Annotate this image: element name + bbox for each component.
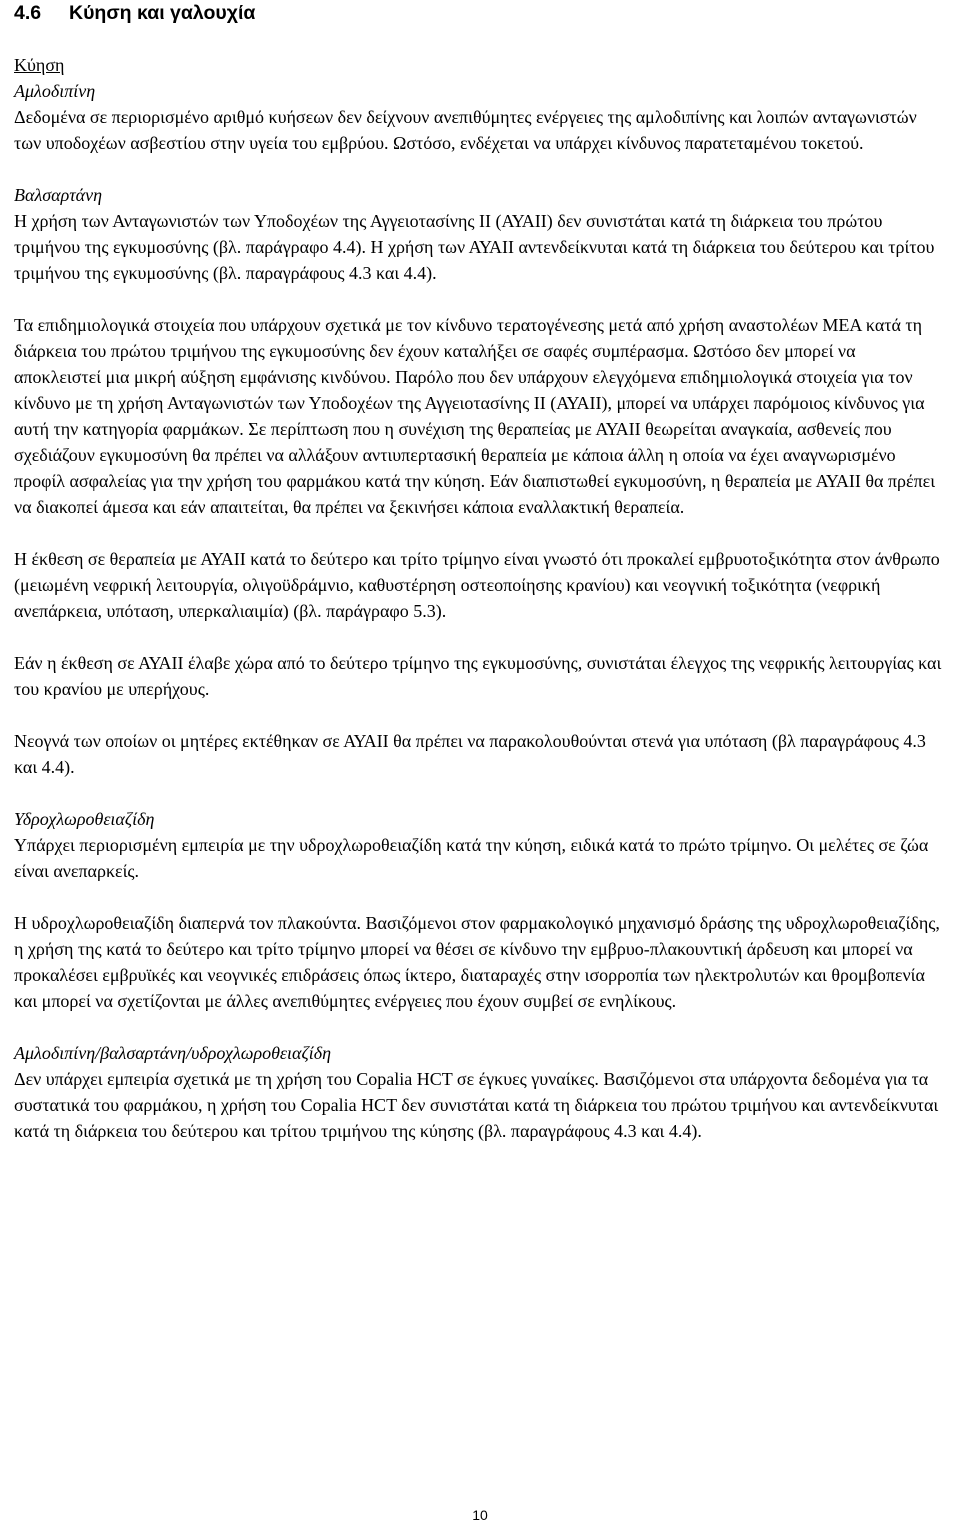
section-number: 4.6 xyxy=(14,2,42,24)
valsartan-subtitle: Βαλσαρτάνη xyxy=(14,185,103,205)
section-title: Κύηση και γαλουχία xyxy=(69,2,256,24)
document-page xyxy=(14,0,946,1144)
amlodipine-paragraph: Δεδομένα σε περιορισμένο αριθμό κυήσεων δεν δείχνουν ανεπιθύμητες ενέργειες της αμλοδιπίνης και λοιπών ανταγωνιστών των υποδοχέων ασβεστίου στην υγεία του εμβρύου. Ωστόσο, ενδέχεται να υπάρχει κίνδυνος παρατεταμένου τοκετού. xyxy=(14,107,917,153)
hydrochlorothiazide-subtitle: Υδροχλωροθειαζίδη xyxy=(14,809,155,829)
section-heading xyxy=(14,0,946,26)
combination-subtitle: Αμλοδιπίνη/βαλσαρτάνη/υδροχλωροθειαζίδη xyxy=(14,1043,332,1063)
valsartan-paragraph-1: Τα επιδημιολογικά στοιχεία που υπάρχουν σχετικά με τον κίνδυνο τερατογένεσης μετά από χρήση αναστολέων ΜΕΑ κατά τη διάρκεια του πρώτου τριμήνου της εγκυμοσύνης δεν έχουν καταλήξει σε σαφές συμπέρασμα. Ωστόσο δεν μπορεί να αποκλειστεί μια μικρή αύξηση εμφάνισης κινδύνου. Παρόλο που δεν υπάρχουν ελεγχόμενα επιδημιολογικά στοιχεία για τον κίνδυνο με τη χρήση Ανταγωνιστών των Υποδοχέων της Αγγειοτασίνης ΙΙ (ΑΥΑΙΙ), μπορεί να υπάρχει παρόμοιος κίνδυνος για αυτή την κατηγορία φαρμάκων. Σε περίπτωση που η συνέχιση της θεραπείας με ΑΥΑΙΙ θεωρείται αναγκαία, ασθενείς που σχεδιάζουν εγκυμοσύνη θα πρέπει να αλλάξουν αντιυπερτασική θεραπεία με κάποια άλλη η οποία να έχει αναγνωρισμένο προφίλ ασφαλείας για την χρήση του φαρμάκου κατά την κύηση. Εάν διαπιστωθεί εγκυμοσύνη, η θεραπεία με ΑΥΑΙΙ θα πρέπει να διακοπεί άμεσα και εάν απαιτείται, θα πρέπει να ξεκινήσει κάποια εναλλακτική θεραπεία. xyxy=(14,315,936,517)
valsartan-paragraph-2: Η έκθεση σε θεραπεία με ΑΥΑΙΙ κατά το δεύτερο και τρίτο τρίμηνο είναι γνωστό ότι προκαλεί εμβρυοτοξικότητα στον άνθρωπο (μειωμένη νεφρική λειτουργία, ολιγοϋδράμνιο, καθυστέρηση οστεοποίησης κρανίου) και νεογνική τοξικότητα (νεφρική ανεπάρκεια, υπόταση, υπερκαλιαιμία) (βλ. παράγραφο 5.3). xyxy=(14,549,940,621)
valsartan-paragraph: Η χρήση των Ανταγωνιστών των Υποδοχέων της Αγγειοτασίνης ΙΙ (ΑΥΑΙΙ) δεν συνιστάται κατά τη διάρκεια του πρώτου τριμήνου της εγκυμοσύνης (βλ. παράγραφο 4.4). Η χρήση των ΑΥΑΙΙ αντενδείκνυται κατά τη διάρκεια του δεύτερου και τρίτου τριμήνου της εγκυμοσύνης (βλ. παραγράφους 4.3 και 4.4). xyxy=(14,211,935,283)
combination-paragraph: Δεν υπάρχει εμπειρία σχετικά με τη χρήση του Copalia HCT σε έγκυες γυναίκες. Βασιζόμενοι στα υπάρχοντα δεδομένα για τα συστατικά του φαρμάκου, η χρήση του Copalia HCT δεν συνιστάται κατά τη διάρκεια του πρώτου τριμήνου και αντενδείκνυται κατά τη διάρκεια του δεύτερου και τρίτου τριμήνου της κύησης (βλ. παραγράφους 4.3 και 4.4). xyxy=(14,1069,939,1141)
page-number: 10 xyxy=(472,1507,488,1523)
valsartan-paragraph-3: Εάν η έκθεση σε ΑΥΑΙΙ έλαβε χώρα από το δεύτερο τρίμηνο της εγκυμοσύνης, συνιστάται έλεγχος της νεφρικής λειτουργίας και του κρανίου με υπερήχους. xyxy=(14,653,942,699)
amlodipine-subtitle: Αμλοδιπίνη xyxy=(14,81,96,101)
hydrochlorothiazide-paragraph: Υπάρχει περιορισμένη εμπειρία με την υδροχλωροθειαζίδη κατά την κύηση, ειδικά κατά το πρώτο τρίμηνο. Οι μελέτες σε ζώα είναι ανεπαρκείς. xyxy=(14,835,929,881)
hydrochlorothiazide-paragraph-2: Η υδροχλωροθειαζίδη διαπερνά τον πλακούντα. Βασιζόμενοι στον φαρμακολογικό μηχανισμό δράσης της υδροχλωροθειαζίδης, η χρήση της κατά το δεύτερο και τρίτο τρίμηνο μπορεί να θέσει σε κίνδυνο την εμβρυο-πλακουντική άρδευση και μπορεί να προκαλέσει εμβρυϊκές και νεογνικές επιδράσεις όπως ίκτερο, διαταραχές στην ισορροπία των ηλεκτρολυτών και θρομβοπενία και μπορεί να σχετίζονται με άλλες ανεπιθύμητες ενέργειες που έχουν συμβεί σε ενηλίκους. xyxy=(14,913,940,1011)
pregnancy-label: Κύηση xyxy=(14,55,65,75)
valsartan-paragraph-4: Νεογνά των οποίων οι μητέρες εκτέθηκαν σε ΑΥΑΙΙ θα πρέπει να παρακολουθούνται στενά για υπόταση (βλ παραγράφους 4.3 και 4.4). xyxy=(14,731,926,777)
